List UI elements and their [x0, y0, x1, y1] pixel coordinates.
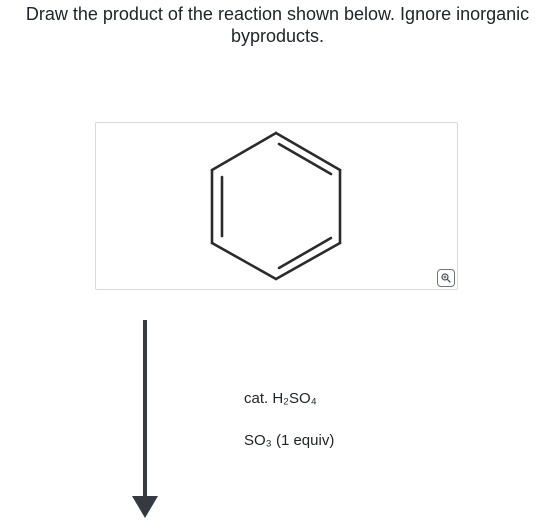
benzene-structure: [96, 123, 457, 289]
question-prompt: [8, 3, 547, 47]
reaction-arrow: [130, 318, 160, 522]
zoom-button[interactable]: [437, 269, 455, 287]
bond: [276, 133, 340, 170]
question-line-2: byproducts.: [230, 26, 325, 46]
zoom-in-icon: [441, 273, 451, 283]
bond: [212, 133, 276, 170]
reagent-label-2: SO₃ (1 equiv): [244, 432, 335, 449]
bond: [212, 243, 276, 279]
reagent-label-1: cat. H₂SO₄: [244, 390, 317, 407]
bond: [276, 243, 340, 279]
reactant-structure-panel: [95, 122, 458, 290]
question-line-1: Draw the product of the reaction shown below. Ignore inorganic: [25, 4, 530, 24]
